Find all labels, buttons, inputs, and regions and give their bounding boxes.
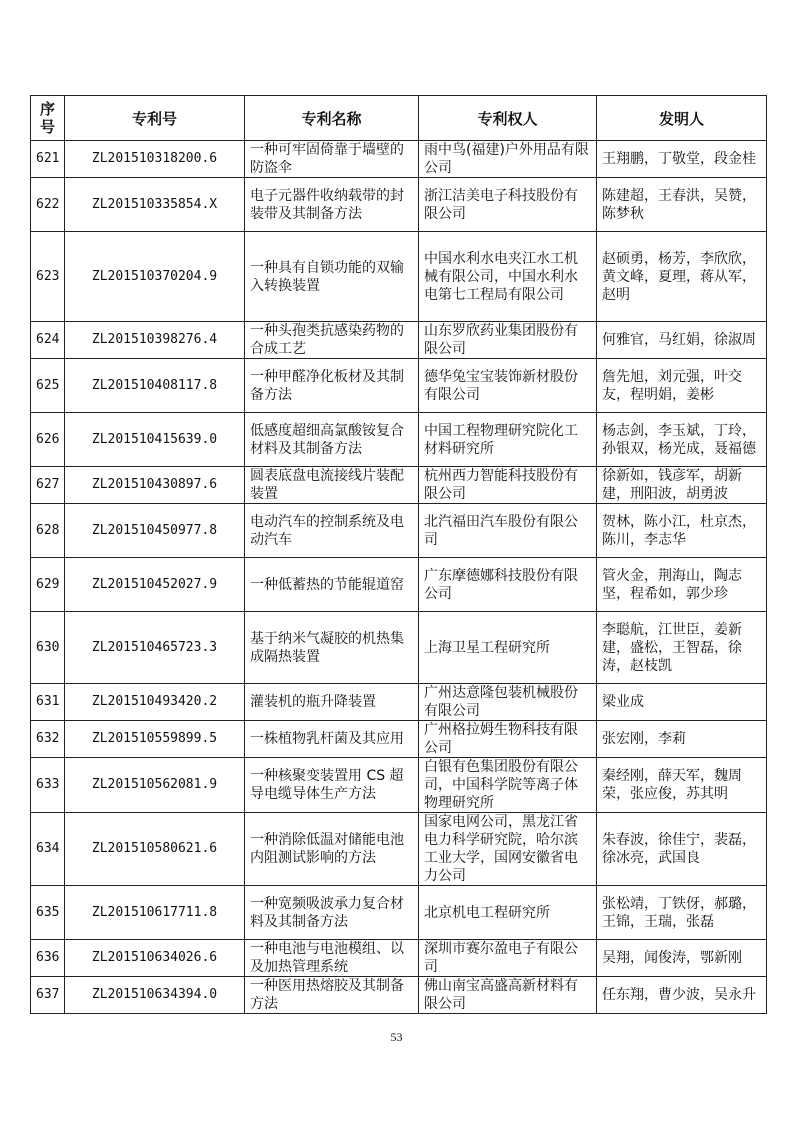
cell-inventors: 梁业成	[597, 684, 767, 721]
cell-patent-holder: 白银有色集团股份有限公司，中国科学院等离子体物理研究所	[419, 758, 597, 813]
cell-inventors: 贺林，陈小江，杜京杰，陈川，李志华	[597, 504, 767, 558]
cell-serial-number: 621	[31, 141, 65, 178]
table-row	[31, 141, 767, 178]
cell-patent-name: 基于纳米气凝胶的机热集成隔热装置	[245, 612, 419, 684]
table-row	[31, 504, 767, 558]
table-row	[31, 359, 767, 413]
cell-serial-number: 629	[31, 558, 65, 612]
cell-patent-name: 圆表底盘电流接线片装配装置	[245, 467, 419, 504]
cell-serial-number: 623	[31, 232, 65, 322]
cell-patent-number: ZL201510318200.6	[65, 141, 245, 178]
cell-patent-holder: 国家电网公司，黑龙江省电力科学研究院，哈尔滨工业大学，国网安徽省电力公司	[419, 813, 597, 886]
cell-inventors: 张松靖，丁铁伢，郝璐，王锦，王瑞，张磊	[597, 886, 767, 940]
cell-serial-number: 632	[31, 721, 65, 758]
cell-patent-holder: 中国水利水电夹江水工机械有限公司，中国水利水电第七工程局有限公司	[419, 232, 597, 322]
cell-patent-holder: 德华兔宝宝装饰新材股份有限公司	[419, 359, 597, 413]
table-row	[31, 684, 767, 721]
table-row	[31, 612, 767, 684]
cell-patent-name: 一种核聚变装置用 CS 超导电缆导体生产方法	[245, 758, 419, 813]
table-header-row	[31, 96, 767, 141]
cell-serial-number: 633	[31, 758, 65, 813]
cell-patent-holder: 佛山南宝高盛高新材料有限公司	[419, 977, 597, 1014]
cell-serial-number: 628	[31, 504, 65, 558]
cell-patent-holder: 山东罗欣药业集团股份有限公司	[419, 322, 597, 359]
cell-patent-name: 一种消除低温对储能电池内阻测试影响的方法	[245, 813, 419, 886]
cell-patent-name: 低感度超细高氯酸铵复合材料及其制备方法	[245, 413, 419, 467]
cell-serial-number: 637	[31, 977, 65, 1014]
cell-inventors: 李聪航，江世臣，姜新建，盛松，王智磊，徐涛，赵枝凯	[597, 612, 767, 684]
table-row	[31, 758, 767, 813]
cell-inventors: 徐新如，钱彦军，胡新建，刑阳波，胡勇波	[597, 467, 767, 504]
cell-patent-number: ZL201510559899.5	[65, 721, 245, 758]
table-row	[31, 467, 767, 504]
cell-patent-holder: 广州达意隆包装机械股份有限公司	[419, 684, 597, 721]
cell-inventors: 陈建超，王春洪，吴赞，陈梦秋	[597, 178, 767, 232]
header-patent-name: 专利名称	[245, 96, 419, 141]
table-row	[31, 558, 767, 612]
cell-patent-number: ZL201510580621.6	[65, 813, 245, 886]
cell-patent-holder: 深圳市赛尔盈电子有限公司	[419, 940, 597, 977]
table-row	[31, 178, 767, 232]
cell-patent-number: ZL201510617711.8	[65, 886, 245, 940]
cell-inventors: 张宏刚，李莉	[597, 721, 767, 758]
cell-inventors: 朱春波，徐佳宁，裴磊，徐冰亮，武国良	[597, 813, 767, 886]
table-row	[31, 886, 767, 940]
cell-serial-number: 631	[31, 684, 65, 721]
cell-patent-number: ZL201510562081.9	[65, 758, 245, 813]
cell-serial-number: 622	[31, 178, 65, 232]
cell-inventors: 詹先旭，刘元强，叶交友，程明娟，姜彬	[597, 359, 767, 413]
cell-patent-number: ZL201510415639.0	[65, 413, 245, 467]
cell-patent-holder: 中国工程物理研究院化工材料研究所	[419, 413, 597, 467]
cell-patent-name: 一种医用热熔胶及其制备方法	[245, 977, 419, 1014]
cell-patent-holder: 北京机电工程研究所	[419, 886, 597, 940]
page-number: 53	[390, 1030, 403, 1044]
cell-patent-name: 电子元器件收纳载带的封装带及其制备方法	[245, 178, 419, 232]
table-row	[31, 940, 767, 977]
cell-inventors: 何雅官，马红娟，徐淑周	[597, 322, 767, 359]
cell-patent-number: ZL201510430897.6	[65, 467, 245, 504]
cell-serial-number: 634	[31, 813, 65, 886]
cell-patent-holder: 广东摩德娜科技股份有限公司	[419, 558, 597, 612]
cell-patent-name: 一种宽频吸波承力复合材料及其制备方法	[245, 886, 419, 940]
cell-patent-number: ZL201510493420.2	[65, 684, 245, 721]
patent-table	[30, 95, 767, 1014]
cell-patent-holder: 北汽福田汽车股份有限公司	[419, 504, 597, 558]
cell-patent-name: 一种可牢固倚靠于墙壁的防盗伞	[245, 141, 419, 178]
cell-patent-number: ZL201510335854.X	[65, 178, 245, 232]
table-row	[31, 977, 767, 1014]
cell-serial-number: 625	[31, 359, 65, 413]
cell-serial-number: 624	[31, 322, 65, 359]
cell-serial-number: 627	[31, 467, 65, 504]
cell-serial-number: 635	[31, 886, 65, 940]
cell-patent-name: 一种头孢类抗感染药物的合成工艺	[245, 322, 419, 359]
cell-patent-holder: 广州格拉姆生物科技有限公司	[419, 721, 597, 758]
cell-patent-name: 灌装机的瓶升降装置	[245, 684, 419, 721]
cell-serial-number: 630	[31, 612, 65, 684]
cell-inventors: 秦经刚，薛天军，魏周荣，张应俊，苏其明	[597, 758, 767, 813]
cell-patent-number: ZL201510450977.8	[65, 504, 245, 558]
cell-serial-number: 636	[31, 940, 65, 977]
cell-inventors: 王翔鹏，丁敬堂，段金桂	[597, 141, 767, 178]
cell-patent-name: 一种甲醛净化板材及其制备方法	[245, 359, 419, 413]
cell-patent-number: ZL201510452027.9	[65, 558, 245, 612]
cell-patent-name: 电动汽车的控制系统及电动汽车	[245, 504, 419, 558]
table-row	[31, 813, 767, 886]
cell-patent-number: ZL201510465723.3	[65, 612, 245, 684]
cell-patent-holder: 杭州西力智能科技股份有限公司	[419, 467, 597, 504]
table-row	[31, 721, 767, 758]
cell-patent-name: 一种具有自锁功能的双输入转换装置	[245, 232, 419, 322]
cell-patent-number: ZL201510408117.8	[65, 359, 245, 413]
cell-patent-number: ZL201510370204.9	[65, 232, 245, 322]
cell-patent-name: 一株植物乳杆菌及其应用	[245, 721, 419, 758]
cell-serial-number: 626	[31, 413, 65, 467]
header-inventors: 发明人	[597, 96, 767, 141]
header-serial-number: 序号	[31, 96, 65, 141]
cell-inventors: 杨志剑，李玉斌，丁玲，孙银双，杨光成，聂福德	[597, 413, 767, 467]
cell-inventors: 任东翔，曹少波，吴永升	[597, 977, 767, 1014]
table-row	[31, 322, 767, 359]
header-patent-number: 专利号	[65, 96, 245, 141]
cell-patent-holder: 上海卫星工程研究所	[419, 612, 597, 684]
cell-patent-holder: 浙江洁美电子科技股份有限公司	[419, 178, 597, 232]
cell-patent-number: ZL201510398276.4	[65, 322, 245, 359]
table-row	[31, 413, 767, 467]
header-patent-holder: 专利权人	[419, 96, 597, 141]
table-row	[31, 232, 767, 322]
cell-inventors: 管火金，荆海山，陶志坚，程希如，郭少珍	[597, 558, 767, 612]
cell-patent-name: 一种电池与电池模组、以及加热管理系统	[245, 940, 419, 977]
cell-inventors: 吴翔，闻俊涛，鄂新刚	[597, 940, 767, 977]
cell-patent-name: 一种低蓄热的节能辊道窑	[245, 558, 419, 612]
cell-inventors: 赵硕勇，杨芳，李欣欣，黄文峰，夏理，蒋从军，赵明	[597, 232, 767, 322]
cell-patent-number: ZL201510634394.0	[65, 977, 245, 1014]
cell-patent-holder: 雨中鸟(福建)户外用品有限公司	[419, 141, 597, 178]
cell-patent-number: ZL201510634026.6	[65, 940, 245, 977]
